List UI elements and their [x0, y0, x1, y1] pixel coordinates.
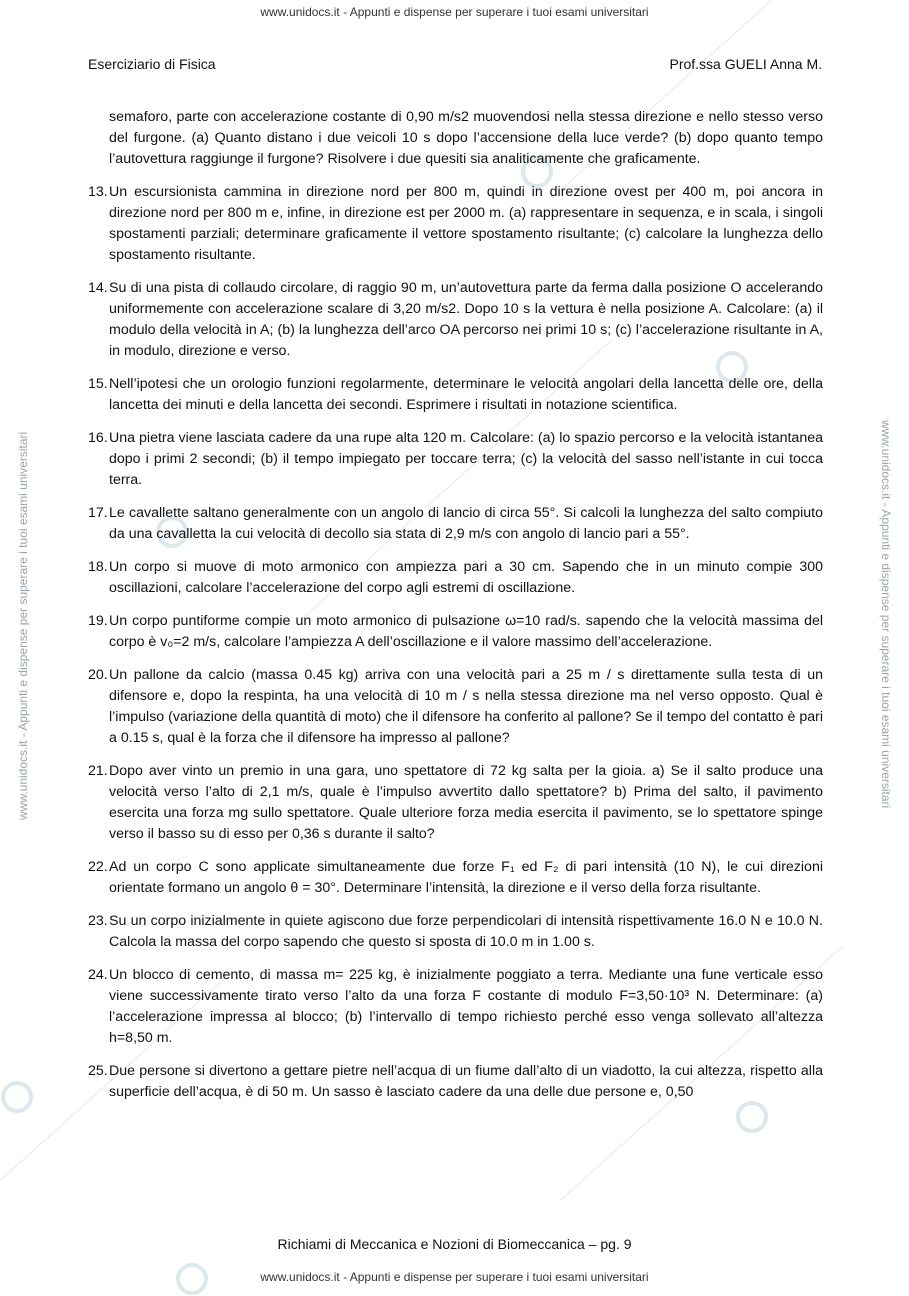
exercise-item — [88, 503, 823, 545]
page-footer: Richiami di Meccanica e Nozioni di Biomeccanica – pg. 9 — [277, 1236, 632, 1252]
exercise-item — [88, 965, 823, 1049]
exercise-text: Un corpo puntiforme compie un moto armonico di pulsazione ω=10 rad/s. sapendo che la velocità massima del corpo è v₀=2 m/s, calcolare l’ampiezza A dell’oscillazione e il valore massimo dell’accelerazione. — [109, 613, 823, 650]
bottom-watermark-banner: www.unidocs.it - Appunti e dispense per superare i tuoi esami universitari — [260, 1270, 649, 1284]
exercise-item — [88, 761, 823, 845]
exercise-list — [88, 107, 823, 1115]
header-author: Prof.ssa GUELI Anna M. — [669, 56, 822, 72]
exercise-text: Un blocco di cemento, di massa m= 225 kg, è inizialmente poggiato a terra. Mediante una fune verticale esso viene successivamente tirato verso l’alto da una forza F costante di modulo F=3,50·10³ N. Determinare: (a) l’accelerazione impressa al blocco; (b) l’intervallo di tempo richiesto perché esso venga sollevato all’altezza h=8,50 m. — [109, 967, 823, 1046]
exercise-number: 21. — [88, 763, 108, 779]
exercise-number: 24. — [88, 967, 108, 983]
exercise-item — [88, 911, 823, 953]
exercise-number: 23. — [88, 913, 108, 929]
exercise-item — [88, 1061, 823, 1103]
exercise-item — [88, 857, 823, 899]
right-side-watermark: www.unidocs.it - Appunti e dispense per superare i tuoi esami universitari — [879, 420, 893, 809]
exercise-text: Ad un corpo C sono applicate simultaneamente due forze F₁ ed F₂ di pari intensità (10 N), le cui direzioni orientate formano un angolo θ = 30°. Determinare l’intensità, la direzione e il verso della forza risultante. — [109, 859, 823, 896]
header-title: Eserciziario di Fisica — [88, 56, 216, 72]
watermark-logo-icon — [0, 1080, 34, 1114]
exercise-text: Un corpo si muove di moto armonico con ampiezza pari a 30 cm. Sapendo che in un minuto compie 300 oscillazioni, calcolare l’accelerazione del corpo agli estremi di oscillazione. — [109, 559, 823, 596]
exercise-number: 15. — [88, 376, 108, 392]
left-side-watermark: www.unidocs.it - Appunti e dispense per superare i tuoi esami universitari — [16, 431, 30, 820]
exercise-item — [88, 428, 823, 491]
exercise-item — [88, 182, 823, 266]
exercise-text: Un pallone da calcio (massa 0.45 kg) arriva con una velocità pari a 25 m / s direttamente sulla testa di un difensore e, dopo la respinta, ha una velocità di 10 m / s nella stessa direzione ma nel verso opposto. Qual è l’impulso (variazione della quantità di moto) che il difensore ha conferito al pallone? Se il tempo del contatto è pari a 0.15 s, qual è la forza che il difensore ha impresso al pallone? — [109, 667, 823, 746]
exercise-number: 13. — [88, 184, 108, 200]
exercise-number: 25. — [88, 1063, 108, 1079]
exercise-number: 17. — [88, 505, 108, 521]
exercise-number: 14. — [88, 280, 108, 296]
exercise-number: 18. — [88, 559, 108, 575]
exercise-text: Una pietra viene lasciata cadere da una rupe alta 120 m. Calcolare: (a) lo spazio percorso e la velocità istantanea dopo i primi 2 secondi; (b) il tempo impiegato per toccare terra; (c) la velocità del sasso nell’istante in cui tocca terra. — [109, 430, 823, 488]
exercise-item — [88, 278, 823, 362]
exercise-text: Un escursionista cammina in direzione nord per 800 m, quindi in direzione ovest per 400 m, poi ancora in direzione nord per 800 m e, infine, in direzione est per 2000 m. (a) rappresentare in sequenza, e in scala, i singoli spostamenti parziali; determinare graficamente il vettore spostamento risultante; (c) calcolare la lunghezza dello spostamento risultante. — [109, 184, 823, 263]
exercise-item — [88, 374, 823, 416]
exercise-text: Su di una pista di collaudo circolare, di raggio 90 m, un’autovettura parte da ferma dalla posizione O accelerando uniformemente con accelerazione scalare di 3,20 m/s2. Dopo 10 s la vettura è nella posizione A. Calcolare: (a) il modulo della velocità in A; (b) la lunghezza dell’arco OA percorso nei primi 10 s; (c) l’accelerazione risultante in A, in modulo, direzione e verso. — [109, 280, 823, 359]
exercise-item — [88, 557, 823, 599]
exercise-number: 16. — [88, 430, 108, 446]
exercise-number: 19. — [88, 613, 108, 629]
exercise-number: 20. — [88, 667, 108, 683]
exercise-text: Nell’ipotesi che un orologio funzioni regolarmente, determinare le velocità angolari della lancetta delle ore, della lancetta dei minuti e della lancetta dei secondi. Esprimere i risultati in notazione scientifica. — [109, 376, 823, 413]
exercise-text: Dopo aver vinto un premio in una gara, uno spettatore di 72 kg salta per la gioia. a) Se il salto produce una velocità verso l’alto di 2,1 m/s, quale è l’impulso avvertito dallo spettatore? b) Prima del salto, il pavimento esercita una forza mg sullo spettatore. Quale ulteriore forza media esercita il pavimento, se lo spettatore spinge verso il basso su di esso per 0,36 s durante il salto? — [109, 763, 823, 842]
exercise-text: Su un corpo inizialmente in quiete agiscono due forze perpendicolari di intensità rispettivamente 16.0 N e 10.0 N. Calcola la massa del corpo sapendo che questo si sposta di 10.0 m in 1.00 s. — [109, 913, 823, 950]
exercise-item — [88, 611, 823, 653]
exercise-number: 22. — [88, 859, 108, 875]
top-watermark-banner: www.unidocs.it - Appunti e dispense per superare i tuoi esami universitari — [260, 5, 649, 19]
exercise-text: semaforo, parte con accelerazione costante di 0,90 m/s2 muovendosi nella stessa direzione e nello stesso verso del furgone. (a) Quanto distano i due veicoli 10 s dopo l’accensione della luce verde? (b) dopo quanto tempo l’autovettura raggiunge il furgone? Risolvere i due quesiti sia analiticamente che graficamente. — [109, 109, 823, 167]
exercise-text: Le cavallette saltano generalmente con un angolo di lancio di circa 55°. Si calcoli la lunghezza del salto compiuto da una cavalletta la cui velocità di decollo sia stata di 2,9 m/s con angolo di lancio pari a 55°. — [109, 505, 823, 542]
exercise-item — [88, 665, 823, 749]
exercise-text: Due persone si divertono a gettare pietre nell’acqua di un fiume dall’alto di un viadotto, la cui altezza, rispetto alla superficie dell’acqua, è di 50 m. Un sasso è lasciato cadere da una delle due persone e, 0,50 — [109, 1063, 823, 1100]
exercise-continuation — [88, 107, 823, 170]
